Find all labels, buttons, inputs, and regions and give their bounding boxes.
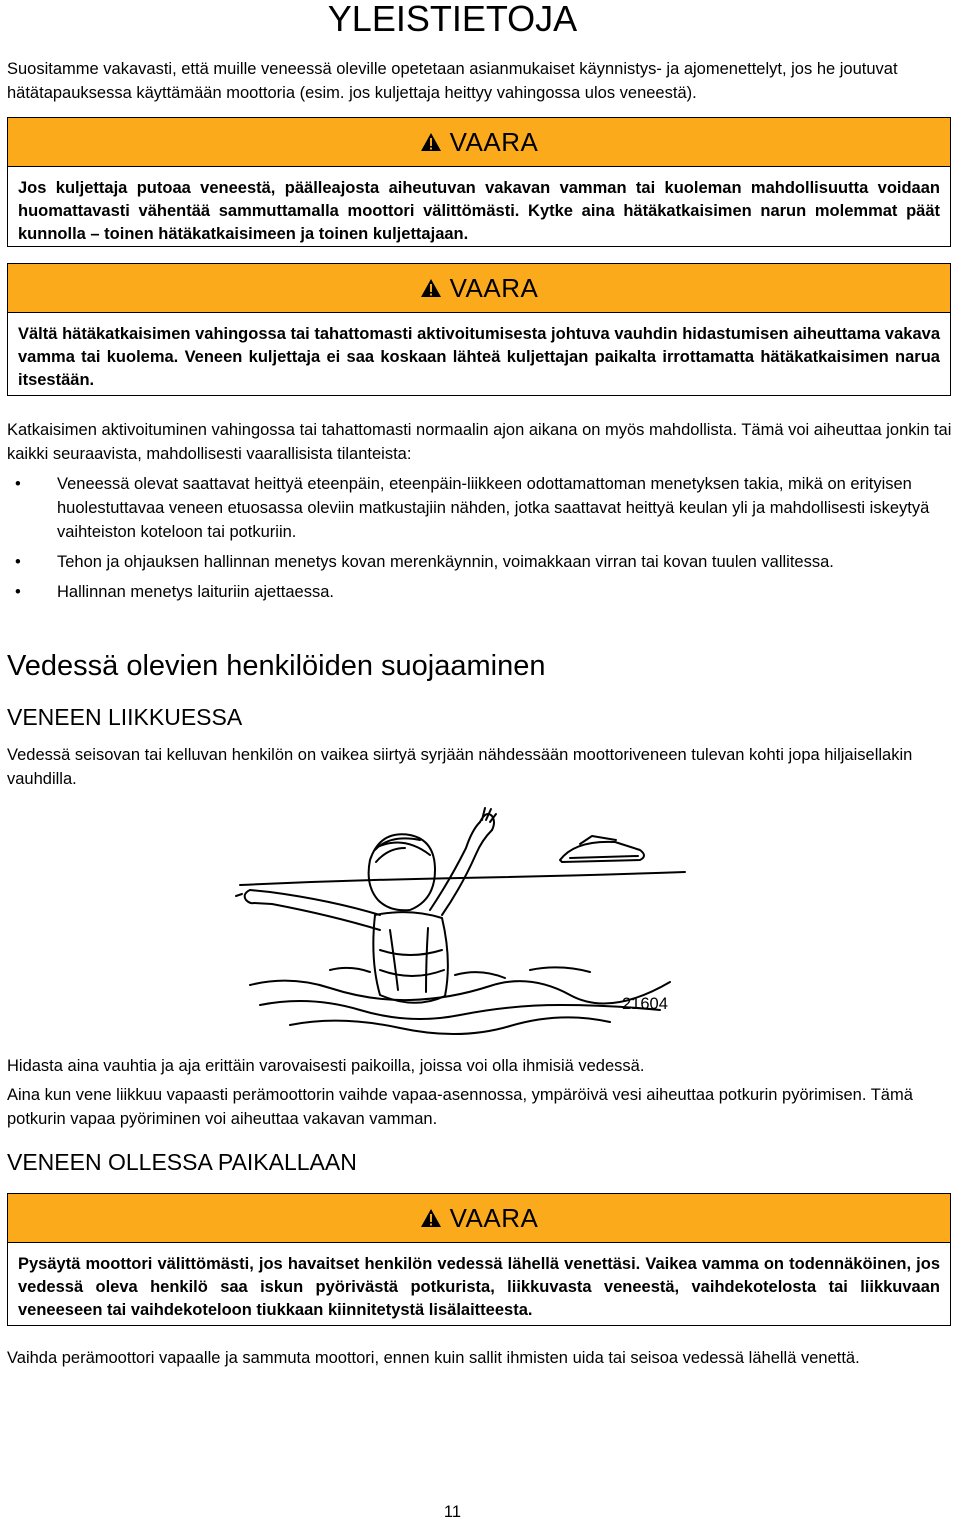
danger-header xyxy=(8,1194,950,1243)
list-item-text: Veneessä olevat saattavat heittyä eteenpäin, eteenpäin-liikkeen odottamattoman menetyksen takia, mikä on erityisen huolestuttavaa veneen etuosassa oleviin matkustajiin nähden, jotka saattavat heittyä keulan yli ja mahdollisesti iskeytyä vaihteiston koteloon tai potkuriin. xyxy=(57,475,930,541)
list-item xyxy=(7,472,952,544)
bullet-icon: • xyxy=(15,475,21,493)
page-title: YLEISTIETOJA xyxy=(327,0,578,39)
danger-header xyxy=(8,118,950,167)
list-item-text: Hallinnan menetys laituriin ajettaessa. xyxy=(57,583,334,601)
list-item-text: Tehon ja ohjauksen hallinnan menetys kovan merenkäynnin, voimakkaan virran tai kovan tuulen vallitessa. xyxy=(57,553,834,571)
intro-paragraph: Suositamme vakavasti, että muille veneessä oleville opetetaan asianmukaiset käynnistys- ja ajomenettelyt, jos he joutuvat hätätapauksessa käyttämään moottoria (esim. jos kuljettaja heittyy vahingossa ulos veneestä). xyxy=(7,60,898,102)
person-in-water-illustration xyxy=(230,800,690,1040)
danger-label: VAARA xyxy=(449,1202,539,1233)
warning-triangle-icon xyxy=(420,278,442,298)
bullet-icon: • xyxy=(15,583,21,601)
warning-triangle-icon xyxy=(420,1208,442,1228)
neutral-paragraph: Vaihda perämoottori vapaalle ja sammuta moottori, ennen kuin sallit ihmisten uida tai seisoa vedessä lähellä venettä. xyxy=(7,1349,860,1367)
list-item xyxy=(7,580,952,604)
hazard-list xyxy=(7,472,952,610)
danger-box-2 xyxy=(7,263,951,396)
figure-number: 21604 xyxy=(622,995,668,1013)
person-in-water-paragraph: Vedessä seisovan tai kelluvan henkilön on vaikea siirtyä syrjään nähdessään moottoriveneen tulevan kohti jopa hiljaisellakin vauhdilla. xyxy=(7,746,913,788)
bullet-icon: • xyxy=(15,553,21,571)
warning-triangle-icon xyxy=(420,132,442,152)
section-heading: Vedessä olevien henkilöiden suojaaminen xyxy=(7,650,546,682)
danger-text: Jos kuljettaja putoaa veneestä, päälleajosta aiheutuvan vakavan vamman tai kuoleman mahdollisuutta voidaan huomattavasti vähentää sammuttamalla moottori välittömästi. Kytke aina hätäkatkaisimen narun molemmat päät kunnolla – toinen hätäkatkaisimeen ja toinen kuljettajaan. xyxy=(18,179,940,243)
danger-header xyxy=(8,264,950,313)
activation-paragraph: Katkaisimen aktivoituminen vahingossa tai tahattomasti normaalin ajon aikana on myös mahdollista. Tämä voi aiheuttaa jonkin tai kaikki seuraavista, mahdollisesti vaarallisista tilanteista: xyxy=(7,421,952,463)
propeller-paragraph: Aina kun vene liikkuu vapaasti perämoottorin vaihde vapaa-asennossa, ympäröivä vesi aiheuttaa potkurin pyörimisen. Tämä potkurin vapaa pyöriminen voi aiheuttaa vakavan vamman. xyxy=(7,1086,913,1128)
slow-down-paragraph: Hidasta aina vauhtia ja aja erittäin varovaisesti paikoilla, joissa voi olla ihmisiä vedessä. xyxy=(7,1057,645,1075)
danger-text: Pysäytä moottori välittömästi, jos havaitset henkilön vedessä lähellä venettäsi. Vaikea vamma on todennäköinen, jos vedessä oleva henkilö saa iskun pyörivästä potkurista, liikkuvasta veneestä, vaihdekotelosta tai liikkuvaan veneeseen tai vaihdekoteloon tiukkaan kiinnitetystä lisälaitteesta. xyxy=(18,1255,940,1319)
danger-label: VAARA xyxy=(449,272,539,303)
danger-label: VAARA xyxy=(449,126,539,157)
danger-box-3 xyxy=(7,1193,951,1326)
danger-box-1 xyxy=(7,117,951,247)
danger-text: Vältä hätäkatkaisimen vahingossa tai tahattomasti aktivoitumisesta johtuva vauhdin hidastumisen aiheuttama vakava vamma tai kuolema. Veneen kuljettaja ei saa koskaan lähteä kuljettajan paikalta irrottamatta hätäkatkaisimen narua itsestään. xyxy=(18,325,940,389)
subsection-heading-stationary: VENEEN OLLESSA PAIKALLAAN xyxy=(7,1149,357,1175)
subsection-heading-moving: VENEEN LIIKKUESSA xyxy=(7,704,243,730)
page-number: 11 xyxy=(443,1503,462,1521)
list-item xyxy=(7,550,952,574)
